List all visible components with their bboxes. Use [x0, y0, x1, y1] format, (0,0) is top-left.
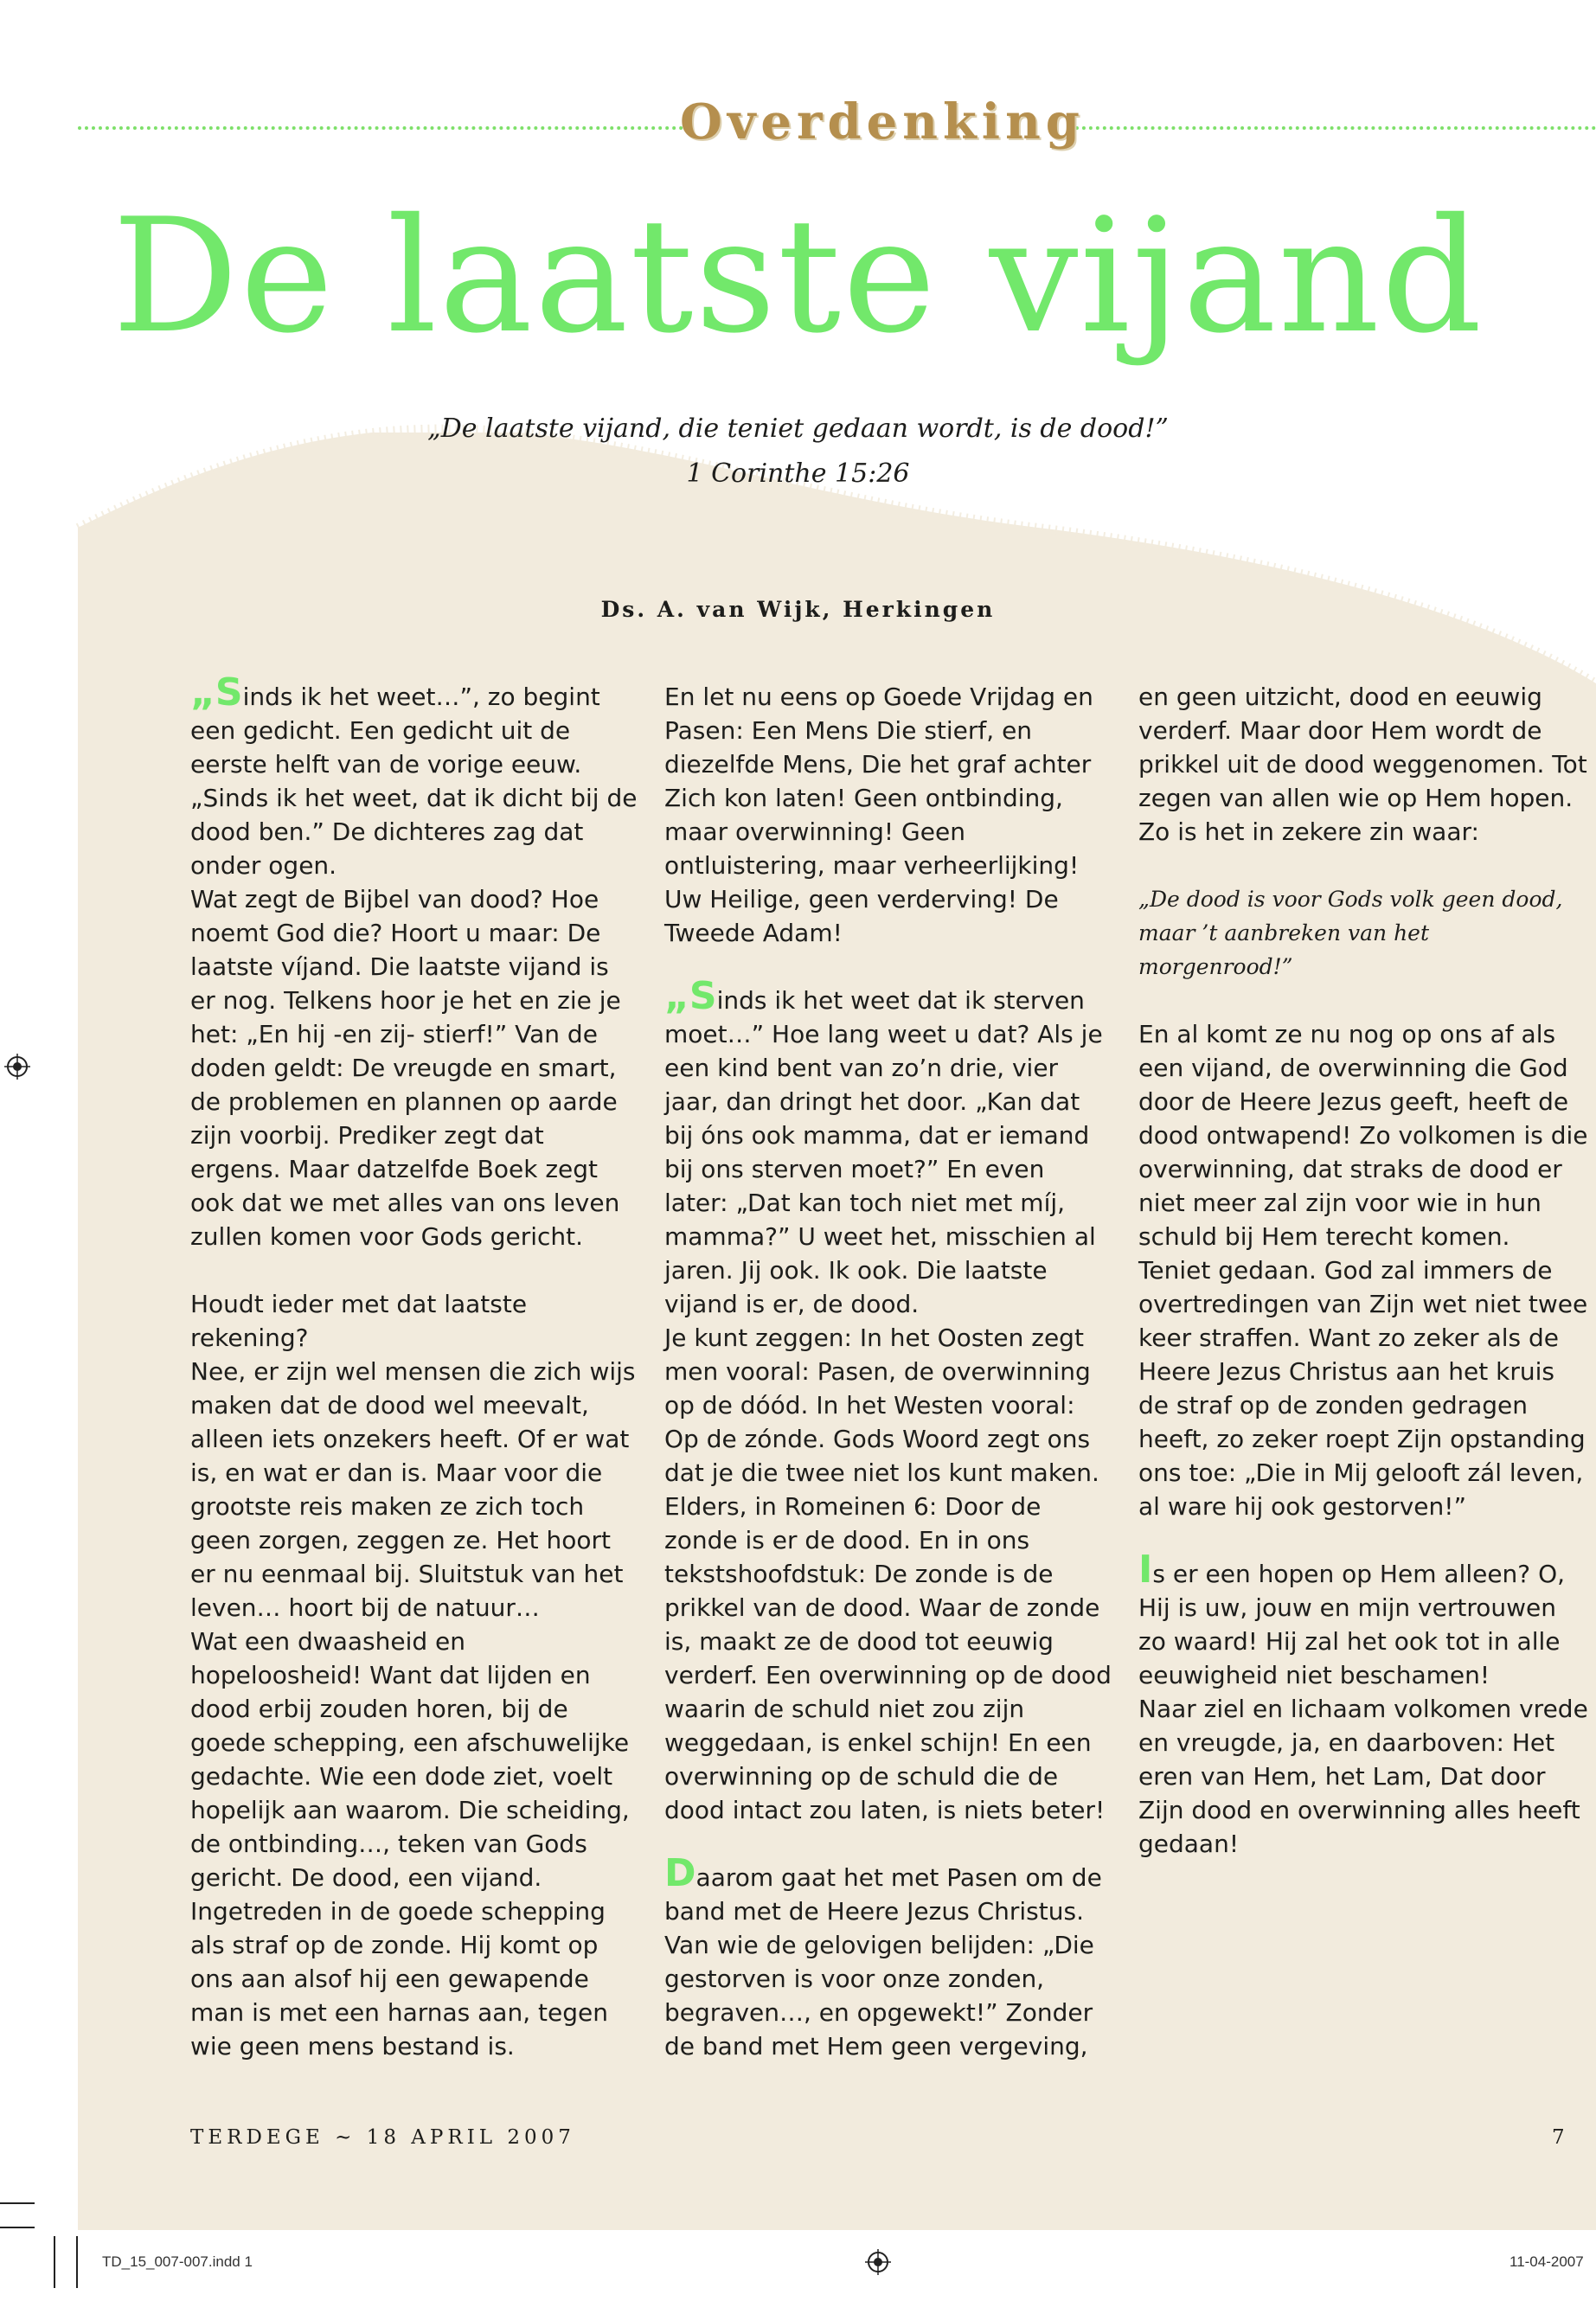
crop-mark — [0, 2227, 35, 2228]
paragraph: Je kunt zeggen: In het Oosten zegt men vooral: Pasen, de overwinning op de dóód. In het Westen vooral: Op de zónde. Gods Woord zegt ons dat je die twee niet los kunt maken. Elders, in Romeinen 6: Door de zonde is er de dood. En in ons tekstshoofdstuk: De zonde is de prikkel van de dood. Waar de zonde is, maakt ze de dood tot eeuwig verderf. Een overwinning op de dood waarin de schuld niet zou zijn weggedaan, is enkel schijn! En een overwinning op de schuld die de dood intact zou laten, is niets beter! — [664, 1324, 1112, 1824]
slug-date: 11-04-2007 — [1509, 2253, 1584, 2270]
paragraph — [664, 974, 1114, 1321]
paragraph: en geen uitzicht, dood en eeuwig verderf. Maar door Hem wordt de prikkel uit de dood weggenomen. Tot zegen van allen wie op Hem hopen. Zo is het in zekere zin waar: — [1138, 683, 1587, 846]
rubric-dotted-line-right — [1068, 126, 1596, 130]
epigraph-reference: 1 Corinthe 15:26 — [686, 458, 910, 489]
page-number: 7 — [1552, 2126, 1565, 2149]
paragraph: Nee, er zijn wel mensen die zich wijs maken dat de dood wel meevalt, alleen iets onzekers heeft. Of er wat is, en wat er dan is. Maar voor die grootste reis maken ze zich toch geen zorgen, zeggen ze. Het hoort er nu eenmaal bij. Sluitstuk van het leven… hoort bij de natuur… — [190, 1357, 636, 1622]
drop-cap: D — [664, 1851, 696, 1895]
paragraph: Wat zegt de Bijbel van dood? Hoe noemt God die? Hoort u maar: De laatste víjand. Die laatste vijand is er nog. Telkens hoor je het en zie je het: „En hij -en zij- stierf!” Van de doden geldt: De vreugde en smart, de problemen en plannen op aarde zijn voorbij. Prediker zegt dat ergens. Maar datzelfde Boek zegt ook dat we met alles van ons leven zullen komen voor Gods gericht. — [190, 885, 621, 1251]
paragraph-text: inds ik het weet dat ik sterven moet…” Hoe lang weet u dat? Als je een kind bent van zo’n drie, vier jaar, dan dringt het door. „Kan dat bij óns ook mamma, dat er iemand bij ons sterven moet?” En even later: „Dat kan toch niet met míj, mamma?” U weet het, misschien al jaren. Jij ook. Ik ook. Die laatste vijand is er, de dood. — [664, 986, 1103, 1318]
crop-mark — [0, 2202, 35, 2204]
paragraph-text: inds ik het weet…”, zo begint een gedicht. Een gedicht uit de eerste helft van de vorige eeuw. „Sinds ik het weet, dat ik dicht bij de dood ben.” De dichteres zag dat onder ogen. — [190, 683, 638, 880]
article-title: De laatste vijand — [112, 184, 1484, 368]
drop-cap: I — [1138, 1548, 1153, 1592]
crop-mark — [76, 2236, 78, 2288]
paragraph — [190, 670, 640, 882]
registration-mark-icon — [865, 2249, 891, 2275]
quote-line: maar ’t aanbreken van het morgenrood!” — [1138, 920, 1430, 979]
paragraph — [1138, 1548, 1588, 1692]
rubric-dotted-line-left — [78, 126, 683, 130]
paragraph: Houdt ieder met dat laatste rekening? — [190, 1290, 528, 1352]
text-column-1 — [190, 670, 640, 2063]
drop-cap: „S — [664, 974, 717, 1018]
author-byline: Ds. A. van Wijk, Herkingen — [600, 597, 996, 622]
rubric-label: Overdenking — [680, 93, 1085, 151]
slug-filename: TD_15_007-007.indd 1 — [102, 2253, 253, 2270]
paragraph — [664, 1851, 1114, 2063]
paragraph-text: aarom gaat het met Pasen om de band met de Heere Jezus Christus. Van wie de gelovigen belijden: „Die gestorven is voor onze zonden, begraven…, en opgewekt!” Zonder de band met Hem geen vergeving, — [664, 1863, 1102, 2061]
paragraph: Wat een dwaasheid en hopeloosheid! Want dat lijden en dood erbij zouden horen, bij de goede schepping, een afschuwelijke gedachte. Wie een dode ziet, voelt hopelijk aan waarom. Die scheiding, de ontbinding…, teken van Gods gericht. De dood, een vijand. Ingetreden in de goede schepping als straf op de zonde. Hij komt op ons aan alsof hij een gewapende man is met een harnas aan, tegen wie geen mens bestand is. — [190, 1627, 630, 2061]
paragraph-text: s er een hopen op Hem alleen? O, Hij is uw, jouw en mijn vertrouwen zo waard! Hij zal het ook tot in alle eeuwigheid niet beschamen! — [1138, 1560, 1566, 1689]
quote-line: „De dood is voor Gods volk geen dood, — [1138, 887, 1563, 912]
text-column-2 — [664, 680, 1114, 2063]
paragraph: En al komt ze nu nog op ons af als een vijand, de overwinning die God door de Heere Jezus geeft, heeft de dood ontwapend! Zo volkomen is die overwinning, dat straks de dood er niet meer zal zijn voor wie in hun schuld bij Hem terecht komen. Teniet gedaan. God zal immers de overtredingen van Zijn wet niet twee keer straffen. Want zo zeker als de Heere Jezus Christus aan het kruis de straf op de zonden gedragen heeft, zo zeker roept Zijn opstanding ons toe: „Die in Mij gelooft zál leven, al ware hij ook gestorven!” — [1138, 1020, 1588, 1521]
drop-cap: „S — [190, 670, 243, 715]
epigraph-quote: „De laatste vijand, die teniet gedaan wordt, is de dood!” — [427, 413, 1169, 444]
crop-mark — [54, 2236, 55, 2288]
registration-mark-icon — [4, 1054, 30, 1080]
paragraph: Naar ziel en lichaam volkomen vrede en vreugde, ja, en daarboven: Het eren van Hem, het Lam, Dat door Zijn dood en overwinning alles heeft gedaan! — [1138, 1695, 1588, 1858]
text-column-3 — [1138, 680, 1588, 1861]
footer-magazine-date: TERDEGE ~ 18 APRIL 2007 — [190, 2126, 575, 2149]
paragraph: En let nu eens op Goede Vrijdag en Pasen: Een Mens Die stierf, en diezelfde Mens, Die het graf achter Zich kon laten! Geen ontbinding, maar overwinning! Geen ontluistering, maar verheerlijking! Uw Heilige, geen verderving! De Tweede Adam! — [664, 683, 1093, 947]
